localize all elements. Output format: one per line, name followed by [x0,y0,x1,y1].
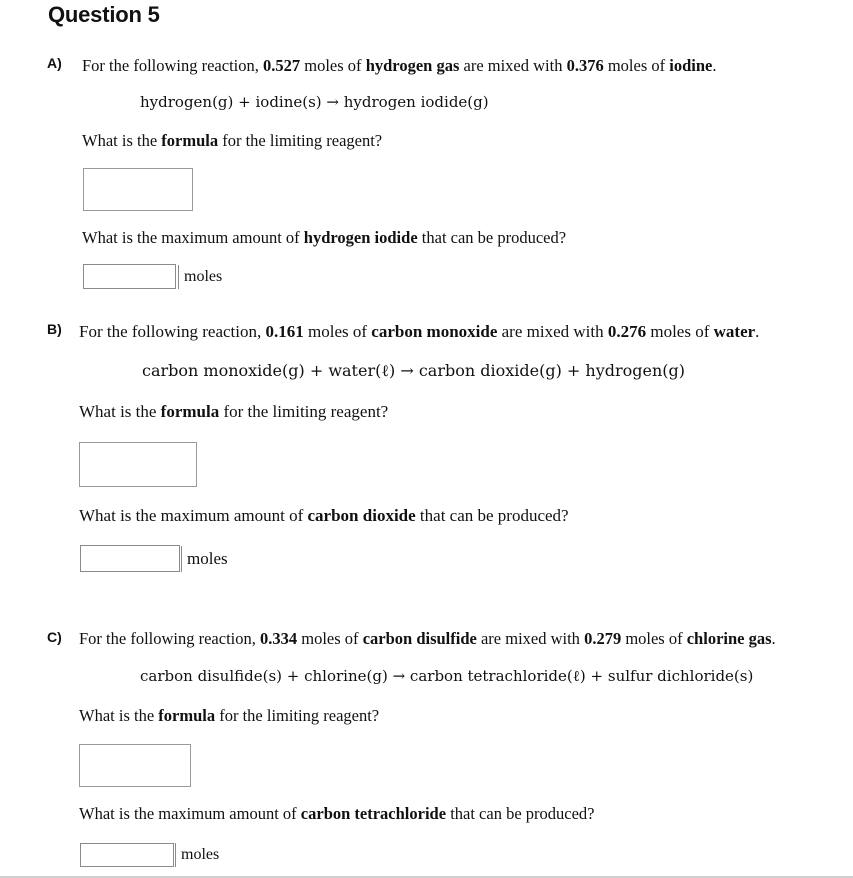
part-a-reactant-2: iodine [669,56,713,75]
part-c-reactant-2: chlorine gas [686,629,772,648]
part-c-amount-2: 0.279 [584,629,622,648]
part-b-equation: carbon monoxide(g) + water(ℓ) → carbon dioxide(g) + hydrogen(g) [142,361,685,380]
part-c-moles-unit: moles [175,843,219,867]
part-c-amount-1: 0.334 [260,629,298,648]
part-a-question-formula: What is the formula for the limiting reagent? [82,131,383,150]
part-b-question-amount: What is the maximum amount of carbon dioxide that can be produced? [79,506,569,525]
part-b-reactant-2: water [713,322,756,341]
part-b-amount-2: 0.276 [607,322,647,341]
part-a-label: A) [47,55,62,71]
part-b-formula-input[interactable] [79,442,197,487]
part-c-question-formula: What is the formula for the limiting reagent? [79,706,380,725]
part-a-equation: hydrogen(g) + iodine(s) → hydrogen iodide(g) [140,93,489,111]
part-b-question-formula: What is the formula for the limiting reagent? [79,402,389,421]
part-b-label: B) [47,321,62,337]
part-c-question-amount: What is the maximum amount of carbon tetrachloride that can be produced? [79,804,595,823]
part-a-moles-input[interactable] [83,264,176,289]
part-a-question-amount: What is the maximum amount of hydrogen iodide that can be produced? [82,228,567,247]
part-c-label: C) [47,629,62,645]
part-a-intro: For the following reaction, 0.527 moles of hydrogen gas are mixed with 0.376 moles of iodine. [82,56,717,75]
question-title: Question 5 [48,2,160,27]
part-b-moles-input[interactable] [80,545,180,572]
part-c-formula-input[interactable] [79,744,191,787]
part-c-reactant-1: carbon disulfide [362,629,477,648]
part-c-intro: For the following reaction, 0.334 moles of carbon disulfide are mixed with 0.279 moles of chlorine gas. [79,629,776,648]
part-c-moles-input[interactable] [80,843,174,867]
part-a-moles-unit: moles [178,265,222,289]
part-b-intro: For the following reaction, 0.161 moles of carbon monoxide are mixed with 0.276 moles of water. [79,322,760,341]
part-a-reactant-1: hydrogen gas [365,56,460,75]
part-a-amount-2: 0.376 [566,56,604,75]
part-c-equation: carbon disulfide(s) + chlorine(g) → carbon tetrachloride(ℓ) + sulfur dichloride(s) [140,667,754,685]
part-b-reactant-1: carbon monoxide [371,322,498,341]
part-b-moles-unit: moles [181,546,228,572]
part-a-formula-input[interactable] [83,168,193,211]
part-b-amount-1: 0.161 [265,322,304,341]
part-a-amount-1: 0.527 [263,56,301,75]
